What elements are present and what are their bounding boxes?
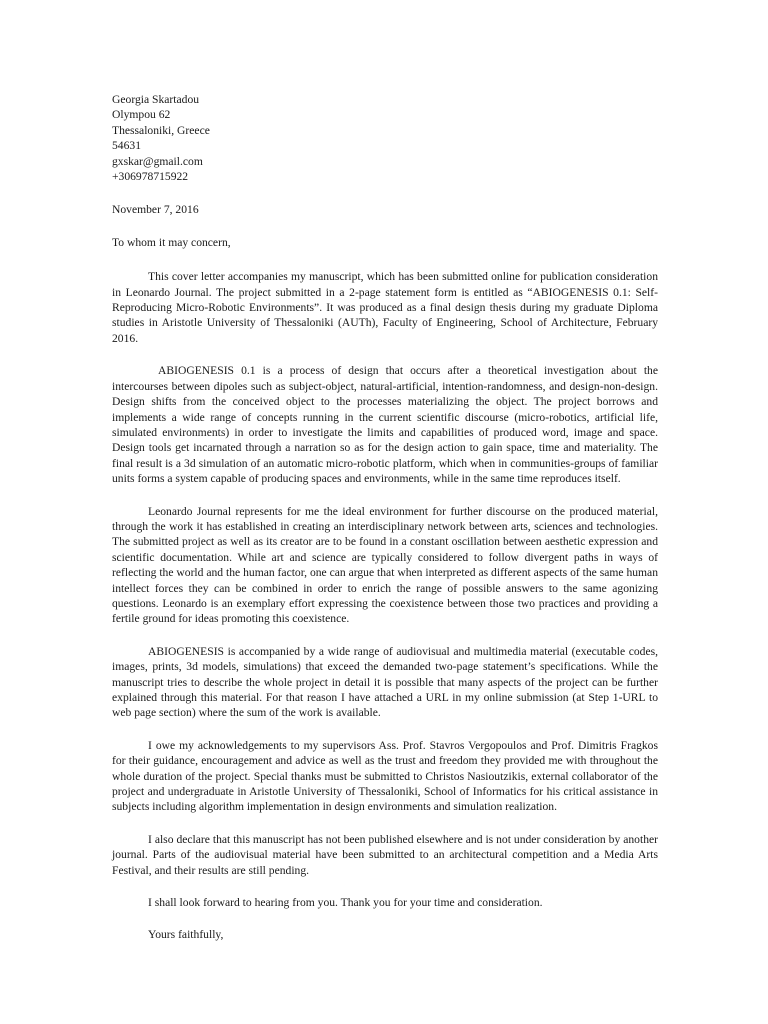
letter-date: November 7, 2016 bbox=[112, 203, 199, 217]
sender-address bbox=[112, 92, 658, 184]
paragraph-journal-fit: Leonardo Journal represents for me the ideal environment for further discourse on the produced material, through the work it has established in creating an interdisciplinary network between arts, sciences and technologies. The submitted project as well as its creator are to be found in a constant oscillation between aesthetic expression and scientific documentation. While art and science are typically considered to follow divergent paths in ways of reflecting the world and the human factor, one can argue that when interpreted as different aspects of the same human intellect forces they can be combined in order to enrich the range of possible answers to the same agonizing questions. Leonardo is an exemplary effort expressing the coexistence between those two practices and providing a fertile ground for ideas promoting this coexistence. bbox=[112, 504, 658, 626]
sender-postal-code: 54631 bbox=[112, 139, 141, 153]
sender-email: gxskar@gmail.com bbox=[112, 154, 203, 168]
closing: Yours faithfully, bbox=[148, 928, 224, 942]
paragraph-thanks: I shall look forward to hearing from you. Thank you for your time and consideration. bbox=[148, 896, 543, 910]
sender-street: Olympou 62 bbox=[112, 108, 171, 122]
sender-name: Georgia Skartadou bbox=[112, 93, 200, 106]
paragraph-acknowledgements: I owe my acknowledgements to my supervisors Ass. Prof. Stavros Vergopoulos and Prof. Dimitris Fragkos for their guidance, encouragement and advice as well as the trust and freedom they provided me with throughout the whole duration of the project. Special thanks must be submitted to Christos Nasioutzikis, external collaborator of the project and undergraduate in Aristotle University of Thessaloniki, School of Informatics for his critical assistance in subjects including algorithm implementation in design environments and simulation realization. bbox=[112, 738, 658, 814]
paragraph-intro: This cover letter accompanies my manuscript, which has been submitted online for publication consideration in Leonardo Journal. The project submitted in a 2-page statement form is entitled as “ABIOGENESIS 0.1: Self-Reproducing Micro-Robotic Environments”. It was produced as a final design thesis during my graduate Diploma studies in Aristotle University of Thessaloniki (AUTh), Faculty of Engineering, School of Architecture, February 2016. bbox=[112, 270, 658, 345]
paragraph-project-description: ABIOGENESIS 0.1 is a process of design that occurs after a theoretical investigation about the intercourses between dipoles such as subject-object, natural-artificial, intention-randomness, and design-non-design. Design shifts from the conceived object to the processes materializing the object. The project borrows and implements a wide range of concepts running in the current scientific discourse (micro-robotics, artificial life, simulated environments) in order to investigate the limits and capabilities of produced word, image and space. Design tools get incarnated through a narration so as for the design action to gain space, time and materiality. The final result is a 3d simulation of an automatic micro-robotic platform, which when in communities-groups of familiar units forms a system capable of producing spaces and environments, while in the same time reproduces itself. bbox=[112, 364, 658, 486]
paragraph-declaration: I also declare that this manuscript has not been published elsewhere and is not under consideration by another journal. Parts of the audiovisual material have been submitted to an architectural competition and a Media Arts Festival, and their results are still pending. bbox=[112, 832, 658, 877]
sender-city: Thessaloniki, Greece bbox=[112, 123, 210, 137]
sender-phone: +306978715922 bbox=[112, 170, 189, 184]
salutation: To whom it may concern, bbox=[112, 235, 231, 249]
paragraph-supplementary-material: ABIOGENESIS is accompanied by a wide range of audiovisual and multimedia material (executable codes, images, prints, 3d models, simulations) that exceed the demanded two-page statement’s specifications. While the manuscript tries to describe the whole project in detail it is possible that many aspects of the project can be further explained through this material. For that reason I have attached a URL in my online submission (at Step 1-URL to web page section) where the sum of the work is available. bbox=[112, 644, 658, 720]
